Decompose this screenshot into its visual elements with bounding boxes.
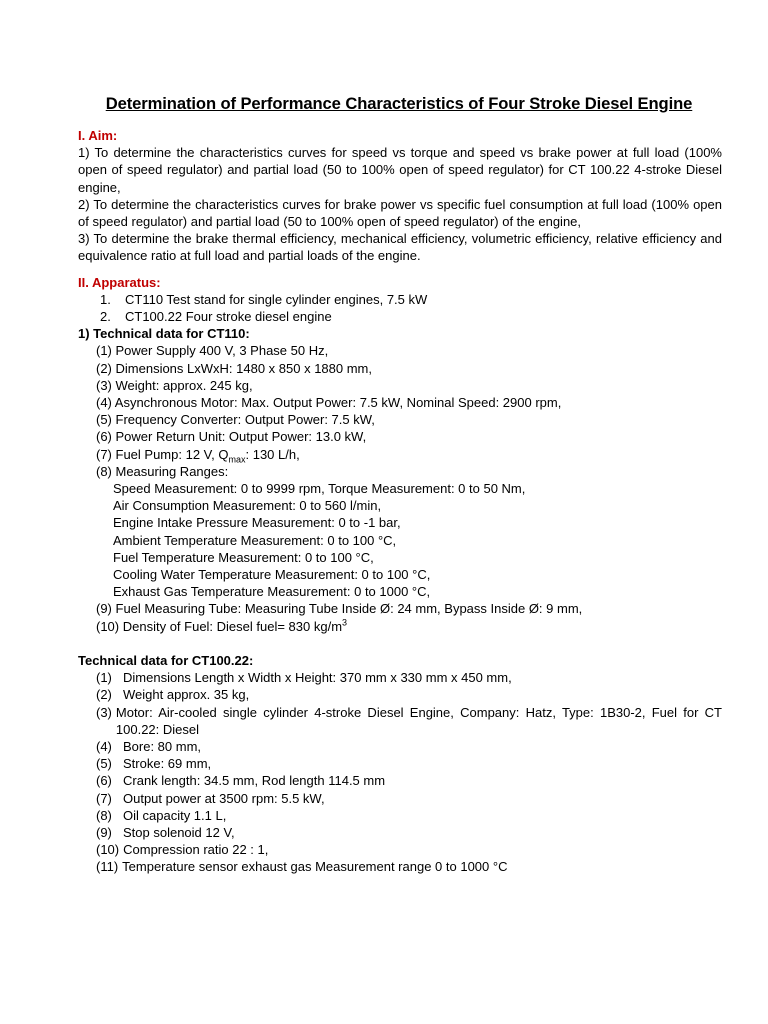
ct110-item-6: (6) Power Return Unit: Output Power: 13.0 kW, bbox=[96, 429, 367, 445]
document-title: Determination of Performance Characteristics of Four Stroke Diesel Engine bbox=[105, 94, 693, 113]
ct110-fuel-density: (10) Density of Fuel: Diesel fuel= 830 $kg/m^3$ bbox=[96, 617, 348, 634]
ct10022-heading: Technical data for CT100.22: bbox=[78, 652, 254, 668]
ct110-item-1: (1) Power Supply 400 V, 3 Phase 50 Hz, bbox=[96, 343, 329, 359]
ct110-range-7: Exhaust Gas Temperature Measurement: 0 to 1000 °C, bbox=[113, 584, 431, 600]
ct110-heading: 1) Technical data for CT110: bbox=[78, 326, 250, 342]
ct10022-item-5: (5) Stroke: 69 mm, bbox=[96, 756, 212, 772]
ct110-range-4: Ambient Temperature Measurement: 0 to 100 °C, bbox=[113, 532, 397, 548]
ct10022-item-6: (6) Crank length: 34.5 mm, Rod length 114.5 mm bbox=[96, 773, 386, 789]
ct110-range-1: Speed Measurement: 0 to 9999 rpm, Torque Measurement: 0 to 50 Nm, bbox=[113, 481, 526, 497]
ct10022-item-10: (10) Compression ratio 22 : 1, bbox=[96, 842, 269, 858]
section-gap bbox=[78, 265, 722, 274]
ct10022-item-1: (1) Dimensions Length x Width x Height: 370 mm x 330 mm x 450 mm, bbox=[96, 670, 512, 686]
ct110-item-5: (5) Frequency Converter: Output Power: 7.5 kW, bbox=[96, 412, 375, 428]
ct110-item-3: (3) Weight: approx. 245 kg, bbox=[96, 377, 253, 393]
ct110-fuel-pump: (7) Fuel Pump: 12 V, $Q_{max}$: 130 L/h, bbox=[96, 446, 300, 465]
aim-item-1: 1) To determine the characteristics curves for speed vs torque and speed vs brake power at full load (100% open of speed regulator) and partial load (50 to 100% open of speed regulator) for CT 100.22 4-stroke Diesel engine, bbox=[78, 145, 722, 195]
ct10022-item-7: (7) Output power at 3500 rpm: 5.5 kW, bbox=[96, 790, 325, 806]
ct110-range-2: Air Consumption Measurement: 0 to 560 l/min, bbox=[113, 498, 382, 514]
ct10022-item-8: (8) Oil capacity 1.1 L, bbox=[96, 807, 227, 823]
ct10022-item-2: (2) Weight approx. 35 kg, bbox=[96, 687, 250, 703]
ct110-item-2: (2) Dimensions LxWxH: 1480 x 850 x 1880 mm, bbox=[96, 360, 372, 376]
ct110-range-3: Engine Intake Pressure Measurement: 0 to -1 bar, bbox=[113, 515, 401, 531]
ct10022-item-3: (3) Motor: Air-cooled single cylinder 4-stroke Diesel Engine, Company: Hatz, Type: 1B30-2, Fuel for CT 100.22: Diesel bbox=[96, 704, 722, 737]
aim-heading: I. Aim: bbox=[78, 128, 118, 143]
ct110-ranges-label: (8) Measuring Ranges: bbox=[96, 463, 229, 479]
ct110-fuel-tube: (9) Fuel Measuring Tube: Measuring Tube Inside Ø: 24 mm, Bypass Inside Ø: 9 mm, bbox=[96, 601, 583, 617]
ct110-item-4: (4) Asynchronous Motor: Max. Output Power: 7.5 kW, Nominal Speed: 2900 rpm, bbox=[96, 395, 562, 411]
apparatus-item-2: 2. CT100.22 Four stroke diesel engine bbox=[100, 309, 332, 325]
section-gap bbox=[78, 635, 722, 652]
ct10022-item-4: (4) Bore: 80 mm, bbox=[96, 738, 202, 754]
aim-item-2: 2) To determine the characteristics curves for brake power vs specific fuel consumption at full load (100% open of speed regulator) and partial load (50 to 100% open of speed regulator) of the engine, bbox=[78, 196, 722, 230]
ct10022-item-11: (11) Temperature sensor exhaust gas Measurement range 0 to 1000 °C bbox=[96, 859, 508, 875]
ct10022-item-9: (9) Stop solenoid 12 V, bbox=[96, 824, 235, 840]
ct110-range-6: Cooling Water Temperature Measurement: 0 to 100 °C, bbox=[113, 567, 431, 583]
ct110-range-5: Fuel Temperature Measurement: 0 to 100 °C, bbox=[113, 549, 374, 565]
apparatus-item-1: 1. CT110 Test stand for single cylinder engines, 7.5 kW bbox=[100, 291, 428, 307]
aim-item-3: 3) To determine the brake thermal efficiency, mechanical efficiency, volumetric efficiency, relative efficiency and equivalence ratio at full load and partial loads of the engine. bbox=[78, 231, 722, 264]
apparatus-heading: II. Apparatus: bbox=[78, 274, 161, 290]
